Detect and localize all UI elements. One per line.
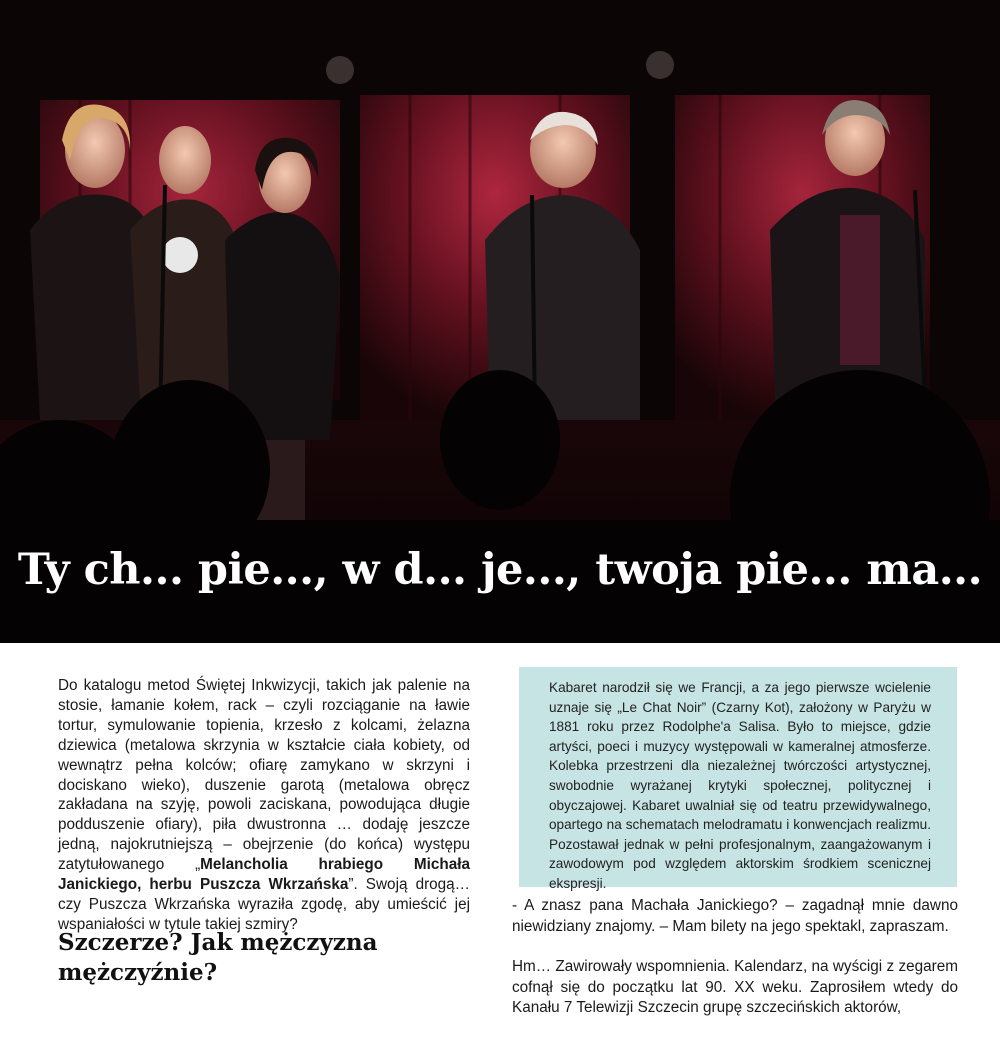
right-column — [512, 896, 958, 1039]
audience-silhouettes — [0, 370, 1000, 643]
info-sidebar — [519, 667, 957, 891]
sidebar-text: Kabaret narodził się we Francji, a za jego pierwsze wcielenie uznaje się „Le Chat Noir” (Czarny Kot), założony w Paryżu w 1881 roku przez Rodolphe'a Salisa. Było to miejsce, gdzie artyści, poeci i muzycy występowali w kameralnej atmosferze. Kolebka przestrzeni dla niezależnej twórczości artystycznej, swobodnie wyrażanej krytyki społecznej, politycznej i obyczajowej. Kabaret uwalniał się od teatru przewidywalnego, opartego na schematach melodramatu i konwencjach realizmu. Pozostawał jednak w pełni profesjonalnym, zaangażowanym i zawodowym pod względem aktorskim środkiem scenicznej ekspresji. — [549, 680, 931, 891]
lead-paragraph — [58, 676, 470, 935]
lead-text-2: ”. Swoją drogą… czy Puszcza Wkrzańska wyraziła zgodę, aby umieścić jej wspaniałości w tytule takiej szmiry? — [58, 876, 470, 933]
memory-paragraph: Hm… Zawirowały wspomnienia. Kalendarz, na wyścigi z zegarem cofnął się do początku lat 90. XX weku. Zaprosiłem wtedy do Kanału 7 Telewizji Szczecin grupę szczecińskich aktorów, — [512, 958, 958, 1017]
article-lead — [58, 676, 470, 935]
dialogue-paragraph: - A znasz pana Machała Janickiego? – zagadnął mnie dawno niewidziany znajomy. – Mam bilety na jego spektakl, zapraszam. — [512, 897, 958, 935]
headline: Ty ch... pie..., w d... je..., twoja pie... ma... — [17, 545, 983, 595]
show-title: Melancholia hrabiego Michała Janickiego, herbu Puszcza Wkrzańska — [58, 856, 470, 894]
lead-text-1: Do katalogu metod Świętej Inkwizycji, takich jak palenie na stosie, łamanie kołem, rack – czyli rozciąganie na ławie tortur, symulowanie topienia, krzesło z kolcami, żelazna dziewica (metalowa skrzynia w kształcie ciała kobiety, od wewnątrz pełna kolców; ofiarę zamykano w skrzyni i dociskano wieko), duszenie garotą (metalowa obręcz zakładana na szyję, powoli zaciskana, powodująca długie podduszenie ofiary), piła dwustronna … dodaję jeszcze jedną, najokrutniejszą – obejrzenie (do końca) występu zatytułowanego „ — [58, 677, 470, 874]
section-subheading: Szczerze? Jak mężczyzna mężczyźnie? — [58, 929, 378, 986]
